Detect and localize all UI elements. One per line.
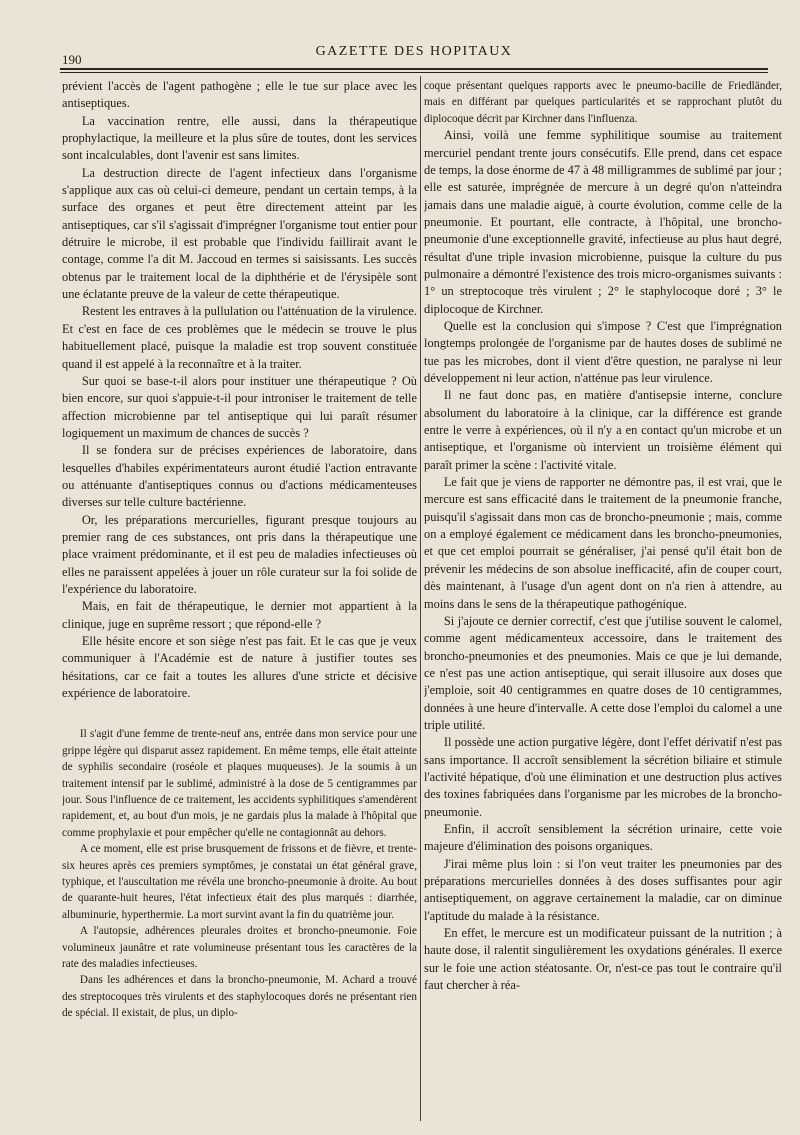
- paragraph: J'irai même plus loin : si l'on veut traiter les pneumonies par des préparations mercurielles données à des doses suffisantes pour agir antiseptiquement, on aggrave certainement la maladie, car on diminue l'aptitude du malade à la résistance.: [424, 856, 782, 923]
- page-header: [60, 38, 768, 68]
- case-paragraph: Il s'agit d'une femme de trente-neuf ans, entrée dans mon service pour une grippe légère qui disparut assez rapidement. En même temps, elle était atteinte de syphilis secondaire (roséole et plaques muqueuses). Je la soumis à un traitement intensif par le sublimé, administré à la dose de 5 centigrammes par jour. Sous l'influence de ce traitement, les accidents syphilitiques s'amendèrent rapidement, et, au bout d'un mois, je ne gardais plus la malade à l'hôpital que comme prophylaxie et pour empêcher qu'elle ne contagionnât au dehors.: [62, 728, 417, 839]
- left-main-text: [62, 78, 417, 702]
- case-report-continued: [424, 78, 782, 127]
- case-paragraph: A ce moment, elle est prise brusquement de frissons et de fièvre, et trente-six heures après ces premiers symptômes, je constatai un état général grave, typhique, et l'auscultation me révéla une broncho-pneumonie à droite. Au bout de quarante-huit heures, l'état infectieux était des plus marqués : diarrhée, albuminurie, hyperthermie. La mort survint avant la fin du quatrième jour.: [62, 843, 417, 921]
- right-main-text: [424, 127, 782, 994]
- journal-title: GAZETTE DES HOPITAUX: [315, 44, 513, 59]
- right-column: [424, 78, 782, 1123]
- case-report: [62, 726, 417, 1021]
- case-paragraph: coque présentant quelques rapports avec le pneumo-bacille de Friedländer, mais en différant par quelques particularités et se rapprochant plutôt du diplocoque décrit par Kirchner dans l'influenza.: [424, 80, 782, 125]
- paragraph: Si j'ajoute ce dernier correctif, c'est que j'utilise souvent le calomel, comme agent médicamenteux accessoire, dans le traitement des broncho-pneumonies et des pneumonies. Mais ce que je lui demande, ce n'est pas une action antiseptique, qui serait illusoire aux doses que j'emploie, soit 40 centigrammes en quatre doses de 10 centigrammes, données à une heure d'intervalle. A cette dose l'emploi du calomel a une triple utilité.: [424, 613, 782, 732]
- paragraph: Le fait que je viens de rapporter ne démontre pas, il est vrai, que le mercure est sans efficacité dans le traitement de la pneumonie franche, puisqu'il s'agissait dans mon cas de broncho-pneumonie ; mais, comme on a employé également ce médicament dans les broncho-pneumonies, et que cet emploi pourrait se généraliser, j'ai pensé qu'il était bon de prévenir les médecins de son absolue inefficacité, afin de couper court, dès maintenant, à l'usage d'un agent dont on n'a rien à attendre, au moins dans le sens de la thérapeutique pathogénique.: [424, 475, 782, 611]
- paragraph: La destruction directe de l'agent infectieux dans l'organisme s'applique aux cas où celui-ci demeure, pendant un certain temps, à la surface des organes et peut être directement atteint par les antiseptiques, car s'il s'agissait d'imprégner l'organisme tout entier pour détruire le microbe, il est probable que l'individu faillirait avant le contage, comme l'a dit M. Jaccoud en termes si saisissants. Les succès obtenus par le traitement local de la diphthérie et de l'érysipèle sont une éclatante preuve de la valeur de cette thérapeutique.: [62, 165, 417, 302]
- paragraph: En effet, le mercure est un modificateur puissant de la nutrition ; à haute dose, il ralentit singulièrement les oxydations générales. Il exerce sur le foie une action stéatosante. Or, n'est-ce pas tout le contraire qu'il faut chercher à réa-: [424, 926, 782, 993]
- paragraph: Ainsi, voilà une femme syphilitique soumise au traitement mercuriel pendant trente jours consécutifs. Elle prend, dans cet espace de temps, la dose énorme de 47 à 48 milligrammes de sublimé par jour ; elle est saturée, imprégnée de mercure à un degré qu'on n'atteindra jamais dans une maladie aiguë, à courte évolution, comme celle de la pneumonie. Et pourtant, elle contracte, à l'hôpital, une broncho-pneumonie d'une exceptionnelle gravité, infectieuse au plus haut degré, résultat d'une triple invasion microbienne, puisque la culture du pus pulmonaire a démontré l'existence des trois micro-organismes suivants : 1° un streptocoque très virulent ; 2° le staphylocoque doré ; 3° le diplocoque de Kirchner.: [424, 128, 782, 316]
- case-paragraph: Dans les adhérences et dans la broncho-pneumonie, M. Achard a trouvé des streptocoques très virulents et des staphylocoques dorés ne présentant rien de spécial. Il existait, de plus, un diplo-: [62, 974, 417, 1020]
- paragraph: Sur quoi se base-t-il alors pour instituer une thérapeutique ? Où bien encore, sur quoi s'appuie-t-il pour introniser le traitement de telle affection microbienne par tel antiseptique qui lui paraît résumer logiquement un maximum de chances de succès ?: [62, 373, 417, 440]
- header-rule-thin: [60, 72, 768, 73]
- paragraph: La vaccination rentre, elle aussi, dans la thérapeutique prophylactique, la meilleure et la plus sûre de toutes, dont les services sont incalculables, dont l'avenir est sans limites.: [62, 113, 417, 163]
- paragraph: prévient l'accès de l'agent pathogène ; elle le tue sur place avec les antiseptiques.: [62, 79, 417, 111]
- paragraph: Elle hésite encore et son siège n'est pas fait. Et le cas que je veux communiquer à l'Académie est de nature à justifier toutes ses hésitations, car ce fait a toutes les allures d'une stricte et décisive expérience de laboratoire.: [62, 634, 417, 701]
- paragraph: Mais, en fait de thérapeutique, le dernier mot appartient à la clinique, juge en suprême ressort ; que répond-elle ?: [62, 599, 417, 631]
- paragraph: Or, les préparations mercurielles, figurant presque toujours au premier rang de ces substances, ont pris dans la thérapeutique une place vraiment prédominante, et il est peu de maladies infectieuses où elles ne paraissent appelées à jouer un rôle curateur sur la foi solide de l'expérience du laboratoire.: [62, 512, 417, 596]
- paragraph: Il possède une action purgative légère, dont l'effet dérivatif n'est pas sans importance. Il accroît sensiblement la sécrétion biliaire et stimule l'activité hépatique, d'où une élimination et une destruction plus actives des toxines fabriquées dans l'organisme par les microbes de la broncho-pneumonie.: [424, 735, 782, 819]
- case-paragraph: A l'autopsie, adhérences pleurales droites et broncho-pneumonie. Foie volumineux jaunâtre et rate volumineuse présentant tous les caractères de la rate des maladies infectieuses.: [62, 925, 417, 971]
- paragraph: Enfin, il accroît sensiblement la sécrétion urinaire, cette voie majeure d'élimination des poisons organiques.: [424, 821, 782, 854]
- column-divider: [420, 76, 421, 1121]
- header-rule: [60, 68, 768, 70]
- left-column: [62, 78, 417, 1123]
- paragraph: Restent les entraves à la pullulation ou l'atténuation de la virulence. Et c'est en face de ces problèmes que le médecin se trouve le plus habituellement placé, puisque la maladie est trop souvent constituée quand il est appelé à la reconnaître et à la traiter.: [62, 304, 417, 371]
- paragraph: Il ne faut donc pas, en matière d'antisepsie interne, conclure absolument du laboratoire à la clinique, car la différence est grande entre le verre à expériences, où il n'y a en contact qu'un microbe et un antiseptique, et l'organisme où intervient un troisième élément qui paraît primer la scène : l'activité vitale.: [424, 388, 782, 472]
- page-number: 190: [62, 52, 82, 67]
- paragraph: Quelle est la conclusion qui s'impose ? C'est que l'imprégnation longtemps prolongée de l'organisme par de hautes doses de sublimé ne tue pas les microbes, dont il vient d'être question, ne paralyse ni leur développement ni leur action, n'atténue pas leur virulence.: [424, 319, 782, 386]
- paragraph: Il se fondera sur de précises expériences de laboratoire, dans lesquelles d'habiles expérimentateurs auront étudié l'action entravante ou atténuante d'antiseptiques connus ou d'actions médicamenteuses diverses sur telle culture bactérienne.: [62, 443, 417, 510]
